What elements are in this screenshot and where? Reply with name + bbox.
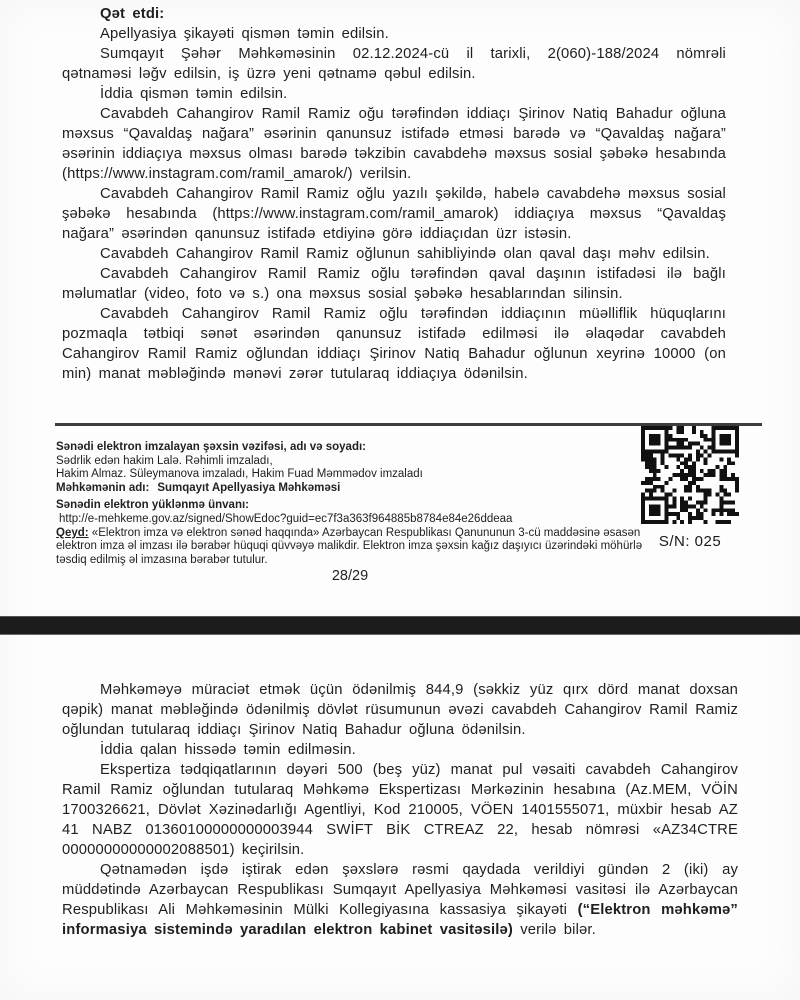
serial-number: S/N: 025	[658, 533, 722, 550]
paragraph: Cavabdeh Cahangirov Ramil Ramiz oğlu tərəfindən iddiaçının müəlliflik hüquqlarını pozmaqla tətbiqi sənət əsərindən qanunsuz istifadə edilməsi ilə əlaqədar cavabdeh Cahangirov Ramil Ramiz oğlundan iddiaçı Şirinov Natiq Bahadur oğlunun xeyrinə 10000 (on min) manat məbləğində mənəvi zərər tutularaq iddiaçıya ödənilsin.	[62, 306, 726, 382]
paragraph-final	[62, 860, 738, 940]
legal-note	[56, 527, 652, 568]
final-prefix: Qətnamədən işdə iştirak edən şəxslərə rəsmi qaydada verildiyi gündən 2 (iki) ay müddətində Azərbaycan Respublikası Sumqayıt Apellyasiya Məhkəməsi vasitəsi ilə Azərbaycan Respublikası Ali Məhkəməsinin Mülki Kollegiyasına kassasiya şikayəti	[62, 862, 738, 918]
signer-label: Sənədi elektron imzalayan şəxsin vəzifəsi, adı və soyadı:	[56, 441, 367, 453]
paragraph: Cavabdeh Cahangirov Ramil Ramiz oğlunun sahibliyində olan qaval daşı məhv edilsin.	[100, 246, 710, 262]
paragraph: Apellyasiya şikayəti qismən təmin edilsin.	[100, 26, 389, 42]
paragraph: Cavabdeh Cahangirov Ramil Ramiz oğlu yazılı şəkildə, habelə cavabdehə məxsus sosial şəbəkə hesabında (https://www.instagram.com/ramil_amarok) iddiaçıya məxsus “Qavaldaş nağara” əsərindən qanunsuz istifadə etdiyinə görə iddiaçıdan üzr istəsin.	[62, 186, 726, 242]
decision-operative-part	[62, 4, 726, 384]
download-url: http://e-mehkeme.gov.az/signed/ShowEdoc?guid=ec7f3a363f964885b8784e84e26ddeaa	[59, 512, 513, 525]
note-text: «Elektron imza və elektron sənəd haqqında» Azərbaycan Respublikası Qanununun 3-cü maddəsinə əsasən elektron imza əl imzası ilə bərabər hüquqi qüvvəyə malikdir. Elektron imza şəxsin kağız daşıyıcı üzərindəki möhürlə təsdiq edilmiş əl imzasına bərabər tutulur.	[56, 526, 643, 566]
paragraph: İddia qismən təmin edilsin.	[100, 86, 288, 102]
section-heading: Qət etdi:	[100, 6, 165, 22]
page-break-band	[0, 616, 800, 635]
page-number: 28/29	[331, 568, 369, 584]
paragraph: Məhkəməyə müraciət etmək üçün ödənilmiş 844,9 (səkkiz yüz qırx dörd manat doxsan qəpik) manat məbləğində ödənilmiş dövlət rüsumunun əvəzi cavabdeh Cahangirov Ramil Ramiz oğlundan tutularaq iddiaçı Şirinov Natiq Bahadur oğluna ödənilsin.	[62, 682, 738, 738]
paragraph: Ekspertiza tədqiqatlarının dəyəri 500 (beş yüz) manat pul vəsaiti cavabdeh Cahangirov Ramil Ramiz oğlundan tutularaq Məhkəmə Ekspertizası Mərkəzinin hesabına (Az.MEM, VÖİN 1700326621, Dövlət Xəzinədarlığı Agentliyi, Kod 210005, VÖEN 1401555071, müxbir hesab AZ 41 NABZ 01360100000000003944 SWİFT BİK CTREAZ 22, hesab nömrəsi «AZ34CTRE 00000000000002088501) keçirilsin.	[62, 762, 738, 858]
download-url-label: Sənədin elektron yüklənmə ünvanı:	[56, 499, 249, 512]
paragraph: İddia qalan hissədə təmin edilməsin.	[100, 742, 356, 758]
electronic-signature-block	[56, 441, 652, 567]
qr-code-icon	[641, 426, 739, 524]
final-suffix: verilə bilər.	[520, 922, 596, 938]
qr-area	[638, 426, 742, 550]
paragraph: Sumqayıt Şəhər Məhkəməsinin 02.12.2024-cü il tarixli, 2(060)-188/2024 nömrəli qətnaməsi ləğv edilsin, iş üzrə yeni qətnamə qəbul edilsin.	[62, 46, 726, 82]
signer-name-line: Sədrlik edən hakim Lalə. Rəhimli imzaladı,	[56, 454, 273, 467]
paragraph: Cavabdeh Cahangirov Ramil Ramiz oğlu tərəfindən qaval daşının istifadəsi ilə bağlı məlumatlar (video, foto və s.) ona məxsus sosial şəbəkə hesablarından silinsin.	[62, 266, 726, 302]
court-name-line	[56, 482, 652, 496]
note-label: Qeyd:	[56, 526, 89, 539]
signer-name-line: Hakim Almaz. Süleymanova imzaladı, Hakim Fuad Məmmədov imzaladı	[56, 468, 423, 481]
decision-continuation	[62, 680, 738, 940]
final-bold-clause: (“Elektron məhkəmə” informasiya sistemində yaradılan elektron kabinet vasitəsilə)	[62, 902, 738, 938]
court-name-label: Məhkəmənin adı:	[56, 481, 150, 494]
paragraph: Cavabdeh Cahangirov Ramil Ramiz oğu tərəfindən iddiaçı Şirinov Natiq Bahadur oğluna məxsus “Qavaldaş nağara” əsərinin qanunsuz istifadə etməsi barədə və “Qavaldaş nağara” əsərinin iddiaçıya məxsus olması barədə təkzibin cavabdehə məxsus sosial şəbəkə hesabında (https://www.instagram.com/ramil_amarok/) verilsin.	[62, 106, 726, 182]
court-name-value: Sumqayıt Apellyasiya Məhkəməsi	[157, 481, 341, 494]
